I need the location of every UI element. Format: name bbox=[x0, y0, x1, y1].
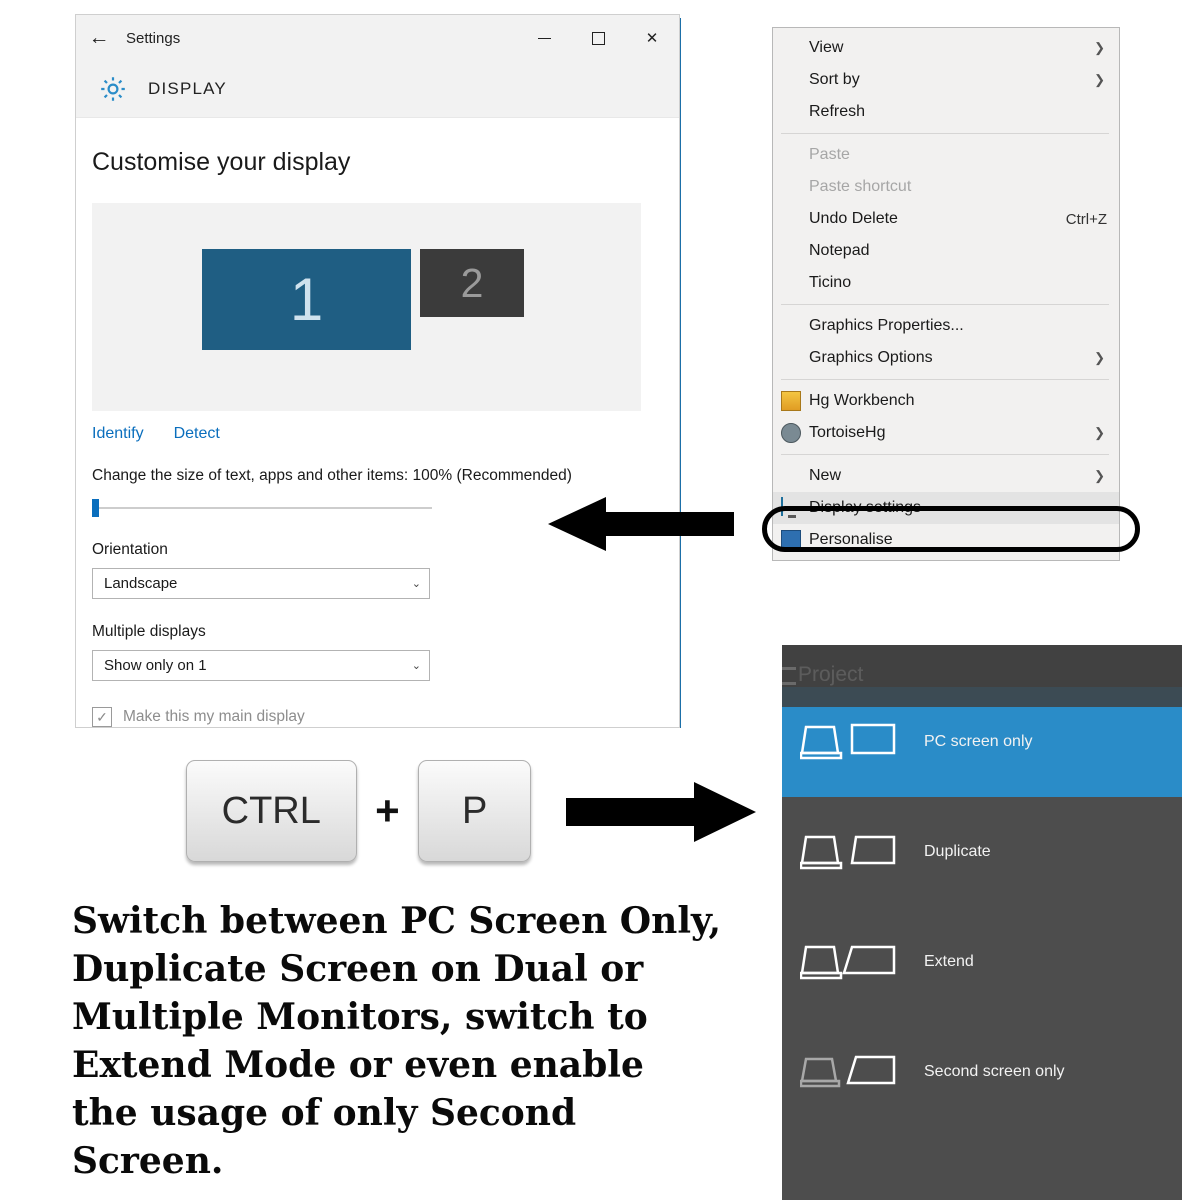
personalise-icon bbox=[781, 530, 801, 550]
detect-link[interactable]: Detect bbox=[173, 425, 220, 442]
context-menu-label: Hg Workbench bbox=[809, 392, 915, 409]
context-menu-item-notepad[interactable] bbox=[773, 235, 1119, 267]
settings-window bbox=[75, 14, 680, 728]
second-screen-only-icon bbox=[800, 1049, 898, 1095]
project-option-duplicate[interactable] bbox=[782, 797, 1182, 907]
orientation-select[interactable] bbox=[92, 568, 430, 599]
context-menu-item-new[interactable] bbox=[773, 460, 1119, 492]
chevron-right-icon: ❯ bbox=[1094, 425, 1105, 440]
context-menu-item-undo-delete[interactable] bbox=[773, 203, 1119, 235]
window-controls bbox=[517, 15, 679, 61]
monitor-2[interactable]: 2 bbox=[420, 249, 524, 317]
project-option-label: Extend bbox=[924, 953, 974, 970]
extend-icon bbox=[800, 939, 898, 985]
multiple-displays-value: Show only on 1 bbox=[104, 657, 207, 674]
menu-separator bbox=[781, 133, 1109, 134]
context-menu-label: Refresh bbox=[809, 103, 866, 120]
chevron-right-icon: ❯ bbox=[1094, 350, 1105, 365]
context-menu-label: Ticino bbox=[809, 274, 852, 291]
settings-body bbox=[76, 118, 679, 727]
context-menu-label: Graphics Properties... bbox=[809, 317, 964, 334]
context-menu-accelerator: Ctrl+Z bbox=[1065, 210, 1107, 228]
tortoisehg-icon bbox=[781, 423, 801, 443]
ghost-lines-decoration bbox=[782, 667, 800, 697]
orientation-value: Landscape bbox=[104, 575, 178, 592]
customise-heading: Customise your display bbox=[92, 148, 351, 176]
chevron-down-icon: ⌄ bbox=[411, 578, 421, 590]
gear-icon bbox=[98, 74, 128, 104]
chevron-down-icon: ⌄ bbox=[411, 660, 421, 672]
slider-thumb[interactable] bbox=[92, 499, 99, 517]
context-menu-item-graphics-options[interactable] bbox=[773, 342, 1119, 374]
page-title: DISPLAY bbox=[148, 79, 227, 98]
main-display-label: Make this my main display bbox=[123, 708, 305, 725]
duplicate-icon bbox=[800, 829, 898, 875]
context-menu-label: Graphics Options bbox=[809, 349, 933, 366]
context-menu-label: Display settings bbox=[809, 499, 922, 516]
project-option-label: Second screen only bbox=[924, 1063, 1065, 1080]
context-menu-item-graphics-properties[interactable] bbox=[773, 310, 1119, 342]
context-menu-item-ticino[interactable] bbox=[773, 267, 1119, 299]
orientation-label: Orientation bbox=[92, 541, 168, 558]
chevron-right-icon: ❯ bbox=[1094, 468, 1105, 483]
monitor-preview[interactable] bbox=[92, 203, 641, 411]
maximize-button[interactable] bbox=[571, 15, 625, 61]
project-option-label: PC screen only bbox=[924, 733, 1033, 750]
pc-screen-only-icon bbox=[800, 719, 898, 765]
scale-slider[interactable] bbox=[92, 499, 432, 517]
back-arrow-icon[interactable]: ← bbox=[88, 26, 110, 49]
caption-line-1: Switch between PC Screen Only, bbox=[72, 900, 722, 942]
chevron-right-icon: ❯ bbox=[1094, 40, 1105, 55]
context-menu-label: Paste bbox=[809, 146, 850, 163]
project-option-label: Duplicate bbox=[924, 843, 991, 860]
caption-line-5: the usage of only Second Screen. bbox=[72, 1092, 577, 1182]
multiple-displays-label: Multiple displays bbox=[92, 623, 206, 640]
context-menu-item-tortoisehg[interactable] bbox=[773, 417, 1119, 449]
preview-links bbox=[92, 425, 679, 443]
context-menu-item-hg-workbench[interactable] bbox=[773, 385, 1119, 417]
multiple-displays-select[interactable] bbox=[92, 650, 430, 681]
left-pointing-arrow-annotation bbox=[548, 497, 734, 551]
minimize-icon bbox=[538, 38, 551, 39]
context-menu-item-display-settings[interactable] bbox=[773, 492, 1119, 524]
context-menu-item-paste bbox=[773, 139, 1119, 171]
hg-workbench-icon bbox=[781, 391, 801, 411]
menu-separator bbox=[781, 379, 1109, 380]
p-key: P bbox=[418, 760, 531, 862]
chevron-right-icon: ❯ bbox=[1094, 72, 1105, 87]
context-menu-label: Paste shortcut bbox=[809, 178, 912, 195]
caption-line-4: Extend Mode or even enable bbox=[72, 1044, 644, 1086]
close-button[interactable]: ✕ bbox=[645, 30, 659, 47]
settings-titlebar bbox=[76, 15, 679, 61]
caption-line-2: Duplicate Screen on Dual or bbox=[72, 948, 644, 990]
ctrl-key: CTRL bbox=[186, 760, 357, 862]
project-panel bbox=[782, 645, 1182, 1200]
keyboard-shortcut-illustration bbox=[186, 757, 531, 865]
context-menu-label: View bbox=[809, 39, 844, 56]
settings-page-header bbox=[76, 61, 679, 118]
minimize-button[interactable] bbox=[517, 15, 571, 61]
panel-background-blur bbox=[782, 645, 1182, 707]
context-menu-item-view[interactable] bbox=[773, 32, 1119, 64]
caption-text bbox=[72, 897, 732, 1185]
scale-label: Change the size of text, apps and other items: 100% (Recommended) bbox=[92, 467, 572, 484]
context-menu-label: Personalise bbox=[809, 531, 893, 548]
context-menu-item-paste-shortcut bbox=[773, 171, 1119, 203]
context-menu-label: Undo Delete bbox=[809, 210, 898, 227]
context-menu-label: Notepad bbox=[809, 242, 870, 259]
desktop-context-menu bbox=[772, 27, 1120, 561]
window-title: Settings bbox=[126, 29, 181, 47]
plus-symbol: + bbox=[375, 787, 400, 834]
identify-link[interactable]: Identify bbox=[92, 425, 144, 442]
monitor-1[interactable]: 1 bbox=[202, 249, 411, 350]
context-menu-item-personalise[interactable] bbox=[773, 524, 1119, 556]
menu-separator bbox=[781, 454, 1109, 455]
caption-line-3: Multiple Monitors, switch to bbox=[72, 996, 648, 1038]
right-pointing-arrow-annotation bbox=[566, 782, 756, 842]
context-menu-label: New bbox=[809, 467, 842, 484]
project-option-extend[interactable] bbox=[782, 907, 1182, 1017]
checkbox-icon[interactable]: ✓ bbox=[92, 707, 112, 727]
maximize-icon bbox=[592, 32, 605, 45]
context-menu-item-sort-by[interactable] bbox=[773, 64, 1119, 96]
context-menu-label: Sort by bbox=[809, 71, 860, 88]
slider-track bbox=[92, 507, 432, 509]
context-menu-label: TortoiseHg bbox=[809, 424, 886, 441]
display-settings-icon bbox=[781, 498, 801, 518]
main-display-checkbox-row[interactable] bbox=[92, 707, 679, 727]
menu-separator bbox=[781, 304, 1109, 305]
project-option-second-screen-only[interactable] bbox=[782, 1017, 1182, 1127]
context-menu-item-refresh[interactable] bbox=[773, 96, 1119, 128]
